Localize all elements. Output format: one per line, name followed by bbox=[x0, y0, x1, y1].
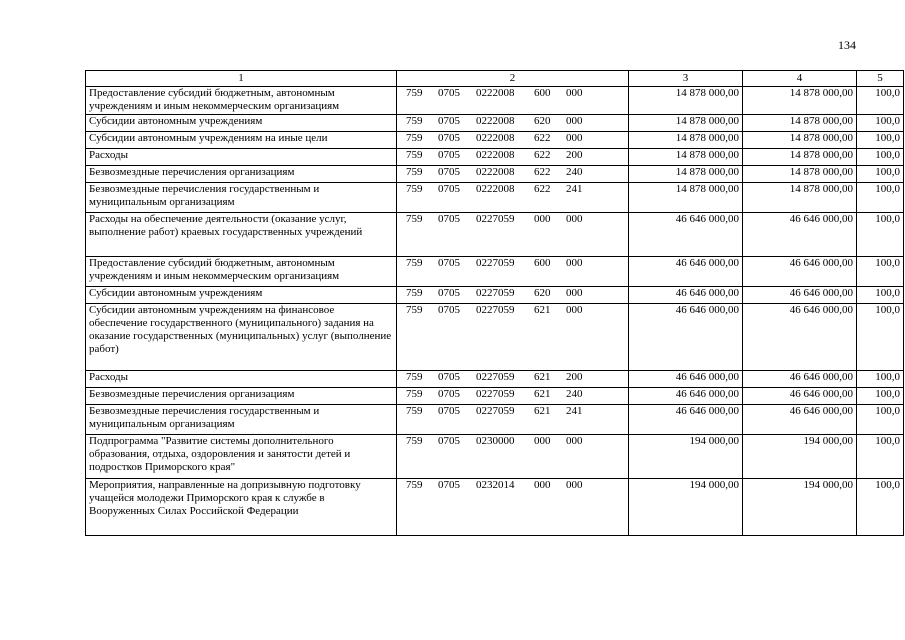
row-name: Расходы на обеспечение деятельности (оказание услуг, выполнение работ) краевых государственных учреждений bbox=[86, 213, 397, 257]
code-target: 0222008 bbox=[476, 183, 515, 195]
table-row bbox=[86, 166, 904, 183]
table-row bbox=[86, 287, 904, 304]
code-target: 0222008 bbox=[476, 149, 515, 161]
code-ministry: 759 bbox=[406, 149, 423, 161]
code-section: 0705 bbox=[438, 435, 460, 447]
row-fact: 46 646 000,00 bbox=[743, 257, 857, 287]
row-plan: 46 646 000,00 bbox=[629, 257, 743, 287]
code-ministry: 759 bbox=[406, 388, 423, 400]
table-row bbox=[86, 405, 904, 435]
table-row bbox=[86, 435, 904, 479]
code-type: 622 bbox=[534, 132, 551, 144]
row-fact: 14 878 000,00 bbox=[743, 87, 857, 115]
code-kosgu: 000 bbox=[566, 257, 583, 269]
code-type: 620 bbox=[534, 287, 551, 299]
row-codes bbox=[397, 388, 629, 405]
row-percent: 100,0 bbox=[857, 435, 904, 479]
code-section: 0705 bbox=[438, 149, 460, 161]
table-row bbox=[86, 388, 904, 405]
row-fact: 14 878 000,00 bbox=[743, 183, 857, 213]
row-name: Расходы bbox=[86, 149, 397, 166]
header-col-3: 3 bbox=[629, 71, 743, 87]
page-number: 134 bbox=[838, 38, 856, 52]
row-name: Безвозмездные перечисления организациям bbox=[86, 388, 397, 405]
code-ministry: 759 bbox=[406, 87, 423, 99]
row-codes bbox=[397, 213, 629, 257]
code-type: 622 bbox=[534, 166, 551, 178]
row-percent: 100,0 bbox=[857, 213, 904, 257]
table-row bbox=[86, 304, 904, 371]
code-ministry: 759 bbox=[406, 435, 423, 447]
row-fact: 14 878 000,00 bbox=[743, 132, 857, 149]
row-percent: 100,0 bbox=[857, 87, 904, 115]
row-codes bbox=[397, 257, 629, 287]
table-row bbox=[86, 132, 904, 149]
code-target: 0230000 bbox=[476, 435, 515, 447]
header-col-5: 5 bbox=[857, 71, 904, 87]
code-section: 0705 bbox=[438, 132, 460, 144]
code-ministry: 759 bbox=[406, 287, 423, 299]
table-row bbox=[86, 371, 904, 388]
row-percent: 100,0 bbox=[857, 371, 904, 388]
code-kosgu: 000 bbox=[566, 304, 583, 316]
code-target: 0227059 bbox=[476, 287, 515, 299]
row-codes bbox=[397, 87, 629, 115]
row-name: Субсидии автономным учреждениям на иные цели bbox=[86, 132, 397, 149]
row-fact: 14 878 000,00 bbox=[743, 149, 857, 166]
budget-table bbox=[85, 70, 904, 536]
code-kosgu: 000 bbox=[566, 132, 583, 144]
code-kosgu: 000 bbox=[566, 287, 583, 299]
code-kosgu: 240 bbox=[566, 388, 583, 400]
code-type: 600 bbox=[534, 257, 551, 269]
code-target: 0227059 bbox=[476, 388, 515, 400]
code-ministry: 759 bbox=[406, 405, 423, 417]
code-target: 0222008 bbox=[476, 132, 515, 144]
code-ministry: 759 bbox=[406, 166, 423, 178]
row-percent: 100,0 bbox=[857, 479, 904, 536]
code-type: 621 bbox=[534, 405, 551, 417]
row-percent: 100,0 bbox=[857, 388, 904, 405]
row-percent: 100,0 bbox=[857, 183, 904, 213]
code-section: 0705 bbox=[438, 479, 460, 491]
row-plan: 14 878 000,00 bbox=[629, 149, 743, 166]
code-target: 0227059 bbox=[476, 371, 515, 383]
row-codes bbox=[397, 115, 629, 132]
row-plan: 14 878 000,00 bbox=[629, 115, 743, 132]
row-name: Расходы bbox=[86, 371, 397, 388]
row-codes bbox=[397, 435, 629, 479]
row-fact: 46 646 000,00 bbox=[743, 405, 857, 435]
row-codes bbox=[397, 183, 629, 213]
code-type: 622 bbox=[534, 183, 551, 195]
code-ministry: 759 bbox=[406, 115, 423, 127]
row-fact: 14 878 000,00 bbox=[743, 166, 857, 183]
code-ministry: 759 bbox=[406, 132, 423, 144]
code-target: 0227059 bbox=[476, 257, 515, 269]
code-kosgu: 200 bbox=[566, 149, 583, 161]
row-plan: 14 878 000,00 bbox=[629, 166, 743, 183]
row-percent: 100,0 bbox=[857, 304, 904, 371]
row-fact: 194 000,00 bbox=[743, 435, 857, 479]
row-plan: 46 646 000,00 bbox=[629, 388, 743, 405]
row-name: Предоставление субсидий бюджетным, автономным учреждениям и иным некоммерческим организациям bbox=[86, 257, 397, 287]
code-type: 600 bbox=[534, 87, 551, 99]
row-plan: 14 878 000,00 bbox=[629, 132, 743, 149]
row-plan: 46 646 000,00 bbox=[629, 304, 743, 371]
code-target: 0227059 bbox=[476, 405, 515, 417]
code-section: 0705 bbox=[438, 166, 460, 178]
code-target: 0227059 bbox=[476, 213, 515, 225]
code-kosgu: 241 bbox=[566, 183, 583, 195]
code-target: 0227059 bbox=[476, 304, 515, 316]
row-percent: 100,0 bbox=[857, 257, 904, 287]
code-section: 0705 bbox=[438, 371, 460, 383]
code-type: 622 bbox=[534, 149, 551, 161]
row-fact: 46 646 000,00 bbox=[743, 304, 857, 371]
code-ministry: 759 bbox=[406, 257, 423, 269]
code-section: 0705 bbox=[438, 388, 460, 400]
row-fact: 46 646 000,00 bbox=[743, 371, 857, 388]
table-row bbox=[86, 115, 904, 132]
row-name: Подпрограмма "Развитие системы дополнительного образования, отдыха, оздоровления и занятости детей и подростков Приморского края" bbox=[86, 435, 397, 479]
row-codes bbox=[397, 287, 629, 304]
table-row bbox=[86, 213, 904, 257]
row-percent: 100,0 bbox=[857, 149, 904, 166]
row-percent: 100,0 bbox=[857, 115, 904, 132]
code-kosgu: 000 bbox=[566, 115, 583, 127]
table-row bbox=[86, 479, 904, 536]
row-plan: 46 646 000,00 bbox=[629, 287, 743, 304]
code-kosgu: 000 bbox=[566, 479, 583, 491]
table-row bbox=[86, 87, 904, 115]
code-kosgu: 000 bbox=[566, 87, 583, 99]
row-plan: 46 646 000,00 bbox=[629, 213, 743, 257]
row-codes bbox=[397, 479, 629, 536]
row-plan: 46 646 000,00 bbox=[629, 371, 743, 388]
row-codes bbox=[397, 132, 629, 149]
row-codes bbox=[397, 304, 629, 371]
row-plan: 14 878 000,00 bbox=[629, 183, 743, 213]
row-name: Мероприятия, направленные на допризывную подготовку учащейся молодежи Приморского края к службе в Вооруженных Силах Российской Федерации bbox=[86, 479, 397, 536]
row-codes bbox=[397, 149, 629, 166]
code-section: 0705 bbox=[438, 213, 460, 225]
code-kosgu: 241 bbox=[566, 405, 583, 417]
row-name: Субсидии автономным учреждениям на финансовое обеспечение государственного (муниципального) задания на оказание государственных (муниципальных) услуг (выполнение работ) bbox=[86, 304, 397, 371]
code-ministry: 759 bbox=[406, 479, 423, 491]
code-type: 000 bbox=[534, 213, 551, 225]
header-col-4: 4 bbox=[743, 71, 857, 87]
row-percent: 100,0 bbox=[857, 287, 904, 304]
code-type: 621 bbox=[534, 304, 551, 316]
code-type: 000 bbox=[534, 479, 551, 491]
row-codes bbox=[397, 371, 629, 388]
code-target: 0222008 bbox=[476, 115, 515, 127]
row-plan: 14 878 000,00 bbox=[629, 87, 743, 115]
code-section: 0705 bbox=[438, 183, 460, 195]
code-type: 621 bbox=[534, 388, 551, 400]
code-ministry: 759 bbox=[406, 213, 423, 225]
row-plan: 46 646 000,00 bbox=[629, 405, 743, 435]
code-ministry: 759 bbox=[406, 371, 423, 383]
code-section: 0705 bbox=[438, 115, 460, 127]
header-col-1: 1 bbox=[86, 71, 397, 87]
code-section: 0705 bbox=[438, 304, 460, 316]
code-target: 0232014 bbox=[476, 479, 515, 491]
row-name: Субсидии автономным учреждениям bbox=[86, 287, 397, 304]
row-percent: 100,0 bbox=[857, 166, 904, 183]
row-plan: 194 000,00 bbox=[629, 479, 743, 536]
row-name: Безвозмездные перечисления организациям bbox=[86, 166, 397, 183]
row-name: Безвозмездные перечисления государственным и муниципальным организациям bbox=[86, 405, 397, 435]
row-fact: 46 646 000,00 bbox=[743, 287, 857, 304]
table-row bbox=[86, 183, 904, 213]
row-codes bbox=[397, 166, 629, 183]
row-fact: 194 000,00 bbox=[743, 479, 857, 536]
code-kosgu: 200 bbox=[566, 371, 583, 383]
header-col-2: 2 bbox=[397, 71, 629, 87]
code-ministry: 759 bbox=[406, 183, 423, 195]
code-target: 0222008 bbox=[476, 87, 515, 99]
row-fact: 46 646 000,00 bbox=[743, 213, 857, 257]
row-name: Предоставление субсидий бюджетным, автономным учреждениям и иным некоммерческим организациям bbox=[86, 87, 397, 115]
code-section: 0705 bbox=[438, 287, 460, 299]
code-type: 621 bbox=[534, 371, 551, 383]
row-fact: 14 878 000,00 bbox=[743, 115, 857, 132]
code-kosgu: 000 bbox=[566, 213, 583, 225]
code-target: 0222008 bbox=[476, 166, 515, 178]
code-section: 0705 bbox=[438, 405, 460, 417]
code-section: 0705 bbox=[438, 257, 460, 269]
row-name: Безвозмездные перечисления государственным и муниципальным организациям bbox=[86, 183, 397, 213]
row-codes bbox=[397, 405, 629, 435]
row-percent: 100,0 bbox=[857, 405, 904, 435]
code-type: 620 bbox=[534, 115, 551, 127]
code-ministry: 759 bbox=[406, 304, 423, 316]
row-plan: 194 000,00 bbox=[629, 435, 743, 479]
row-name: Субсидии автономным учреждениям bbox=[86, 115, 397, 132]
code-type: 000 bbox=[534, 435, 551, 447]
header-row bbox=[86, 71, 904, 87]
row-percent: 100,0 bbox=[857, 132, 904, 149]
code-kosgu: 000 bbox=[566, 435, 583, 447]
code-section: 0705 bbox=[438, 87, 460, 99]
table-row bbox=[86, 257, 904, 287]
code-kosgu: 240 bbox=[566, 166, 583, 178]
row-fact: 46 646 000,00 bbox=[743, 388, 857, 405]
table-row bbox=[86, 149, 904, 166]
